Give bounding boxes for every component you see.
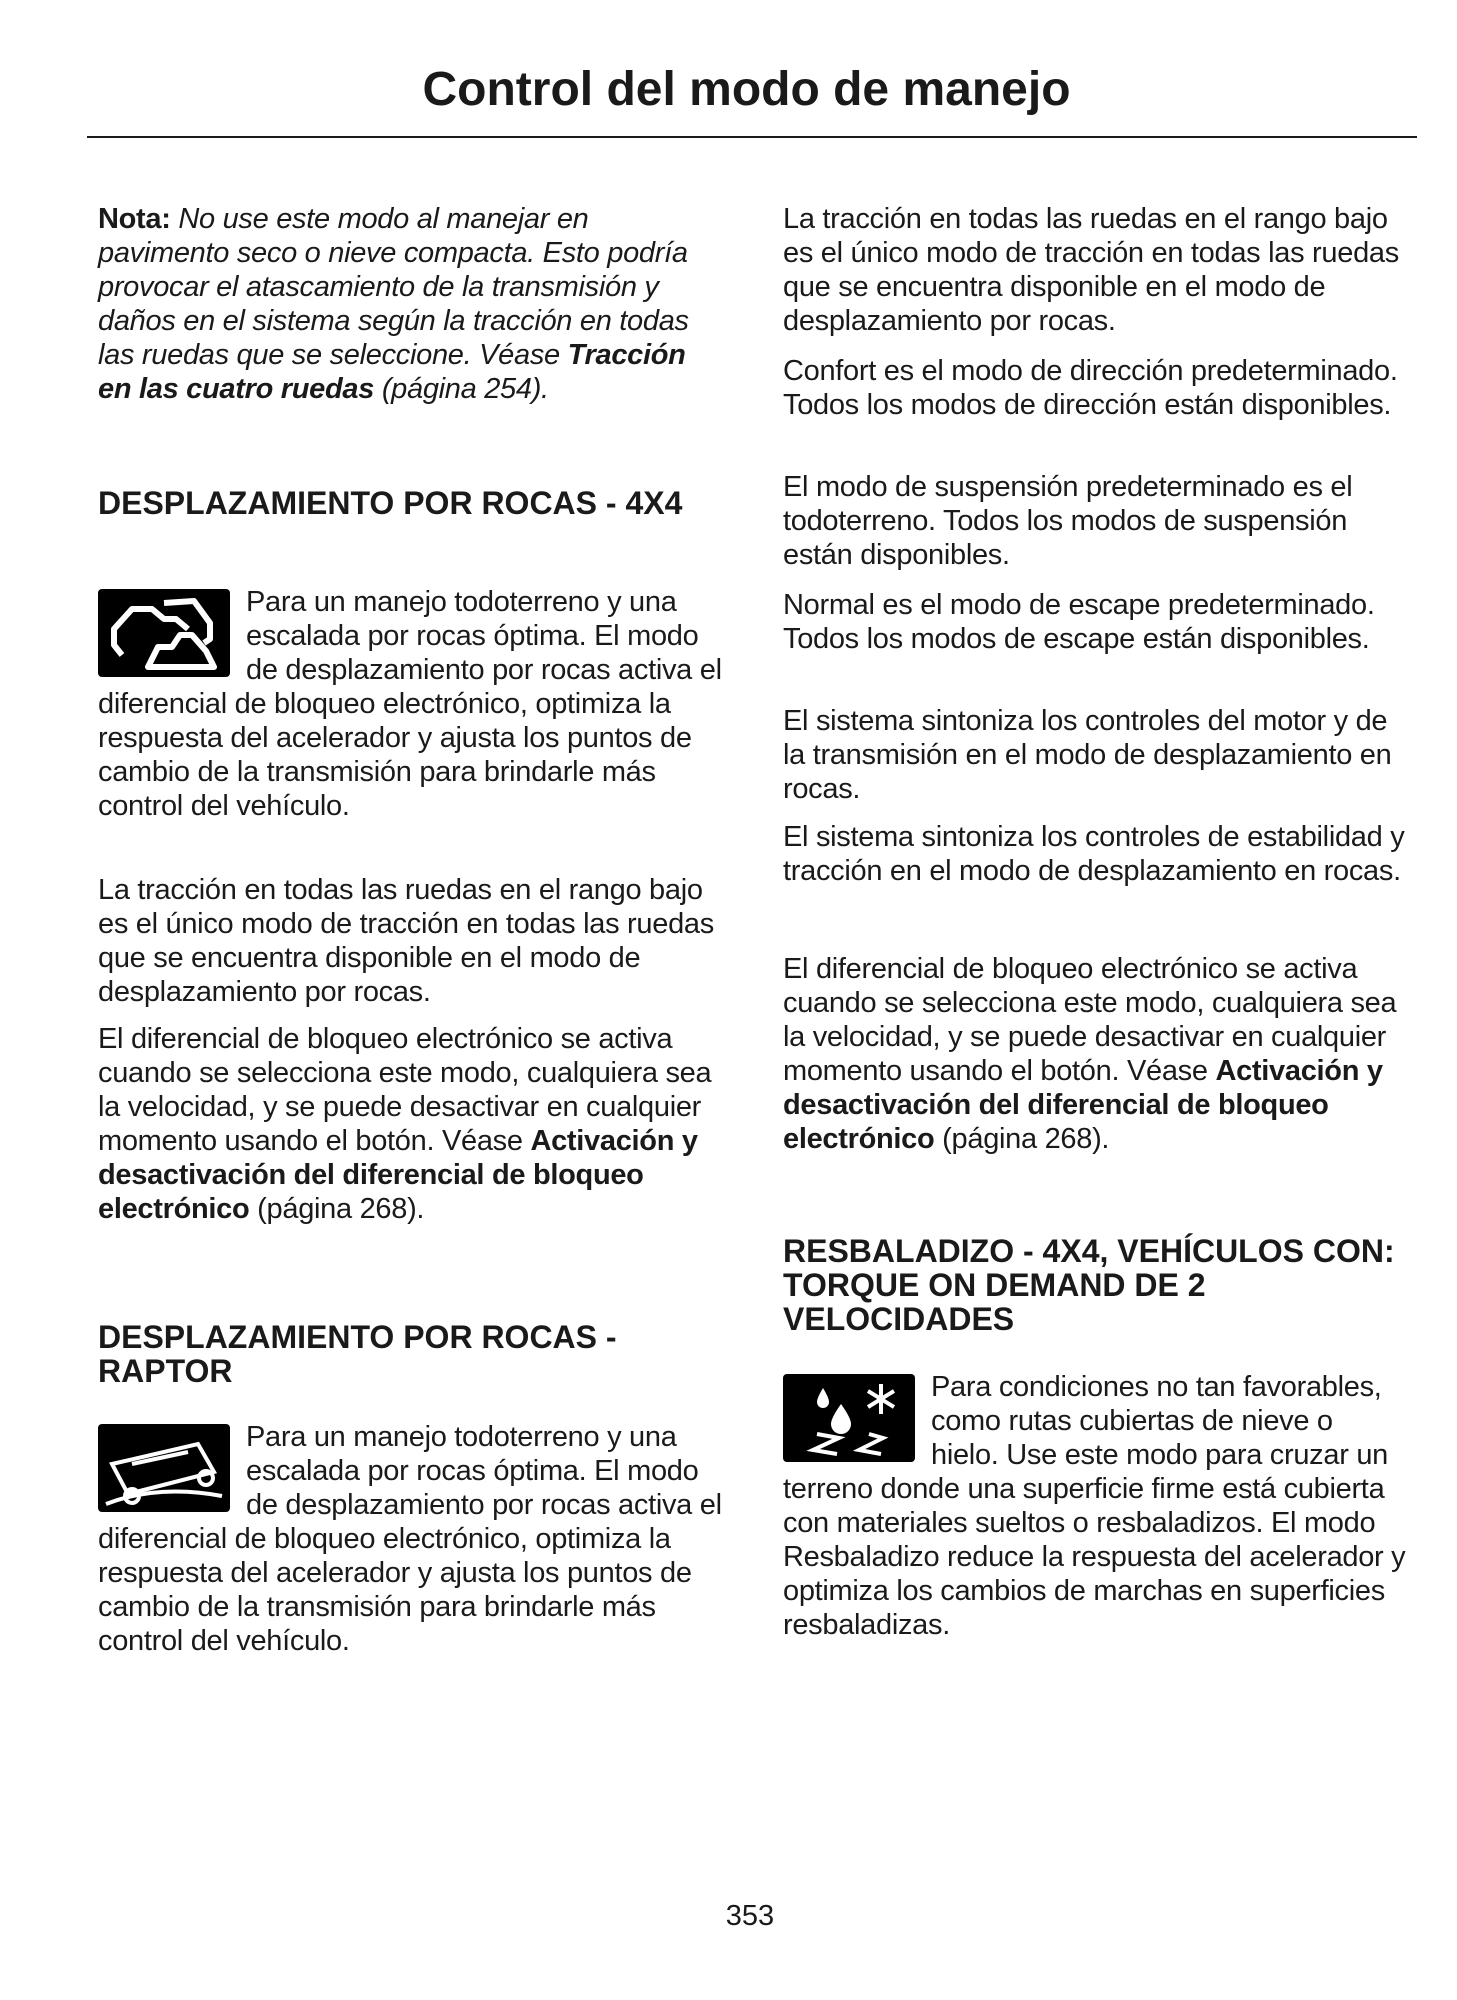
paragraph-text: Para condiciones no tan favorables, como rutas cubiertas de nieve o hielo. Use este modo para cruzar un terreno donde una superficie firme está cubierta con materiales sueltos o resbaladizos. El modo Resbaladizo reduce la respuesta del acelerador y optimiza los cambios de marchas en superficies resbaladizas. bbox=[783, 1371, 1406, 1641]
raptor-vehicle-icon bbox=[98, 1424, 230, 1512]
page-number: 353 bbox=[725, 1900, 775, 1932]
paragraph-text: El diferencial de bloqueo electrónico se activa cuando se selecciona este modo, cualquiera sea la velocidad, y se puede desactivar en cualquier momento usando el botón. Véase bbox=[98, 1023, 712, 1157]
page-title: Control del modo de manejo bbox=[422, 63, 1071, 116]
paragraph-slippery bbox=[783, 1370, 1408, 1642]
paragraph-elocker bbox=[98, 1022, 723, 1226]
page-ref: (página 268). bbox=[249, 1193, 425, 1225]
elocker-link[interactable]: Activación y desactivación del diferencial de bloqueo electrónico bbox=[783, 1055, 1383, 1155]
paragraph-rock-crawl-raptor bbox=[98, 1420, 723, 1658]
slippery-icon bbox=[783, 1374, 915, 1462]
note-label: Nota: bbox=[98, 203, 171, 235]
paragraph-exhaust: Normal es el modo de escape predeterminado. Todos los modos de escape están disponibles. bbox=[783, 589, 1375, 655]
paragraph-text: Para un manejo todoterreno y una escalada por rocas óptima. El modo de desplazamiento por rocas activa el diferencial de bloqueo electrónico, optimiza la respuesta del acelerador y ajusta los puntos de cambio de la transmisión para brindarle más control del vehículo. bbox=[98, 1421, 722, 1657]
heading-rock-crawl-raptor: DESPLAZAMIENTO POR ROCAS - RAPTOR bbox=[98, 1319, 617, 1389]
elocker-link[interactable]: Activación y desactivación del diferencial de bloqueo electrónico bbox=[98, 1125, 698, 1225]
heading-slippery: RESBALADIZO - 4X4, VEHÍCULOS CON: TORQUE ON DEMAND DE 2 VELOCIDADES bbox=[783, 1233, 1395, 1337]
paragraph-steering: Confort es el modo de dirección predeterminado. Todos los modos de dirección están disponibles. bbox=[783, 355, 1398, 421]
paragraph-awd-low-right: La tracción en todas las ruedas en el rango bajo es el único modo de tracción en todas las ruedas que se encuentra disponible en el modo de desplazamiento por rocas. bbox=[783, 203, 1399, 337]
rock-crawl-icon bbox=[98, 589, 230, 677]
note-page: (página 254). bbox=[374, 373, 549, 405]
paragraph-awd-low: La tracción en todas las ruedas en el rango bajo es el único modo de tracción en todas las ruedas que se encuentra disponible en el modo de desplazamiento por rocas. bbox=[98, 874, 714, 1008]
paragraph-text: El diferencial de bloqueo electrónico se activa cuando se selecciona este modo, cualquiera sea la velocidad, y se puede desactivar en cualquier momento usando el botón. Véase bbox=[783, 953, 1397, 1087]
paragraph-rock-crawl-4x4 bbox=[98, 585, 723, 823]
heading-rock-crawl-4x4: DESPLAZAMIENTO POR ROCAS - 4X4 bbox=[98, 485, 683, 521]
paragraph-suspension: El modo de suspensión predeterminado es el todoterreno. Todos los modos de suspensión están disponibles. bbox=[783, 471, 1353, 571]
paragraph-elocker-right bbox=[783, 952, 1408, 1156]
note-link[interactable]: Tracción en las cuatro ruedas bbox=[98, 339, 686, 405]
page-ref: (página 268). bbox=[934, 1123, 1110, 1155]
paragraph-text: Para un manejo todoterreno y una escalada por rocas óptima. El modo de desplazamiento por rocas activa el diferencial de bloqueo electrónico, optimiza la respuesta del acelerador y ajusta los puntos de cambio de la transmisión para brindarle más control del vehículo. bbox=[98, 586, 722, 822]
title-divider bbox=[87, 136, 1417, 138]
paragraph-stability: El sistema sintoniza los controles de estabilidad y tracción en el modo de desplazamiento en rocas. bbox=[783, 821, 1405, 887]
paragraph-engine: El sistema sintoniza los controles del motor y de la transmisión en el modo de desplazamiento en rocas. bbox=[783, 705, 1392, 805]
note-text: No use este modo al manejar en pavimento seco o nieve compacta. Esto podría provocar el atascamiento de la transmisión y daños en el sistema según la tracción en todas las ruedas que se seleccione. Véase bbox=[98, 203, 689, 371]
note-paragraph bbox=[98, 202, 723, 406]
